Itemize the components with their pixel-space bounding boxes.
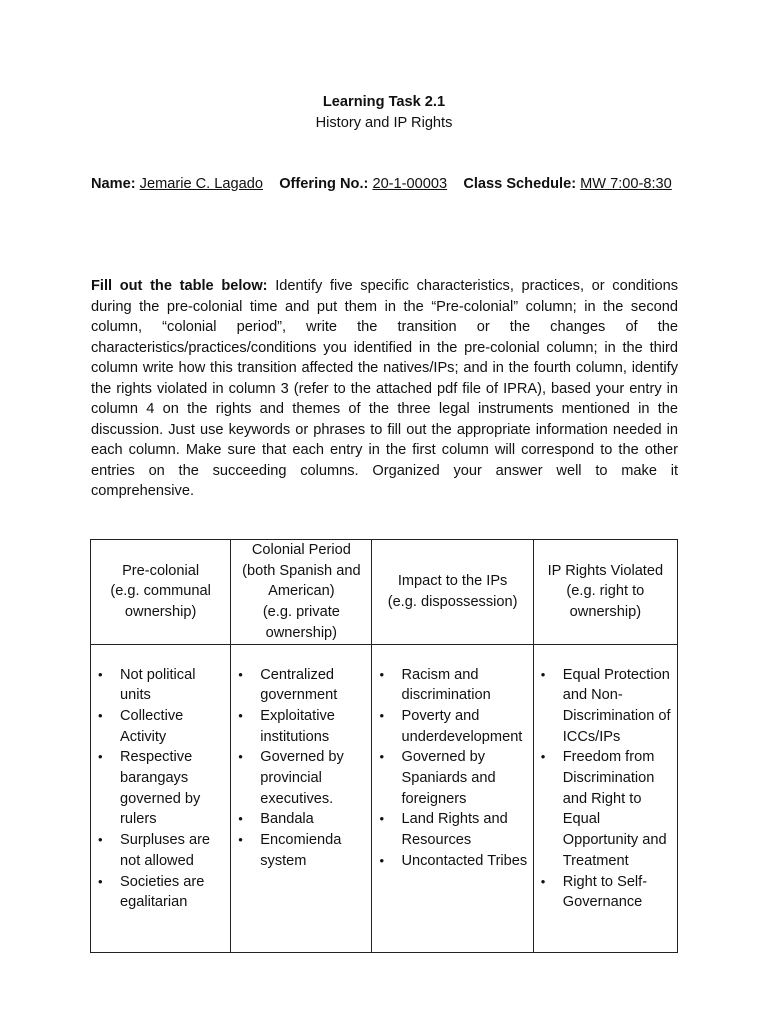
list-item: • Surpluses are not allowed — [120, 830, 226, 871]
precolonial-list — [91, 665, 230, 913]
header-precolonial — [91, 540, 231, 645]
impact-list — [372, 665, 532, 872]
list-item: • Societies are egalitarian — [120, 872, 226, 913]
document-subtitle: History and IP Rights — [315, 114, 453, 131]
list-item: • Right to Self-Governance — [563, 872, 673, 913]
title-block — [0, 92, 768, 133]
colonial-list — [231, 665, 371, 872]
list-item: • Respective barangays governed by rulers — [120, 747, 226, 830]
header-title: Impact to the IPs — [397, 573, 508, 590]
offering-value: 20-1-00003 — [372, 176, 448, 192]
list-item: • Equal Protection and Non-Discrimination of ICCs/IPs — [563, 665, 673, 748]
list-item: • Freedom from Discrimination and Right to Equal Opportunity and Treatment — [563, 747, 673, 871]
header-title: Pre-colonial — [122, 562, 200, 579]
header-example: (e.g. private ownership) — [262, 604, 340, 641]
instructions-body: Identify five specific characteristics, practices, or conditions during the pre-colonial time and put them in the “Pre-colonial” column; in the second column, “colonial period”, write the transition or the changes of the characteristics/practices/conditions you identified in the pre-colonial column; in the third column write how this transition affected the natives/IPs; and in the fourth column, identify the rights violated in column 3 (refer to the attached pdf file of IPRA), based your entry in column 4 on the rights and themes of the three legal instruments mentioned in the discussion. Just use keywords or phrases to fill out the appropriate information needed in each column. Make sure that each entry in the first column will correspond to the other entries on the succeeding columns. Organized your answer well to make it comprehensive. — [91, 278, 678, 499]
list-item: • Collective Activity — [120, 706, 226, 747]
instructions-lead: Fill out the table below: — [91, 278, 268, 294]
header-rights-violated — [533, 540, 677, 645]
header-example: (e.g. right to ownership) — [566, 583, 645, 621]
list-item: • Encomienda system — [260, 830, 367, 871]
list-item: • Exploitative institutions — [260, 706, 367, 747]
list-item: • Bandala — [260, 809, 367, 830]
schedule-value: MW 7:00-8:30 — [580, 176, 672, 192]
list-item: • Centralized government — [260, 665, 367, 706]
student-info — [91, 174, 679, 195]
header-example: (e.g. dispossession) — [387, 593, 518, 610]
list-item: • Governed by Spaniards and foreigners — [401, 747, 528, 809]
list-item: • Land Rights and Resources — [401, 809, 528, 850]
instructions-paragraph — [91, 276, 678, 502]
table-header-row — [91, 540, 678, 645]
list-item: • Poverty and underdevelopment — [401, 706, 528, 747]
list-item: • Racism and discrimination — [401, 665, 528, 706]
table-body-row — [91, 644, 678, 952]
header-title: Colonial Period (both Spanish and American) — [242, 542, 361, 600]
list-item: • Governed by provincial executives. — [260, 747, 367, 809]
schedule-label: Class Schedule: — [463, 176, 577, 192]
header-colonial-period — [231, 540, 372, 645]
rights-list — [534, 665, 677, 913]
impact-cell — [372, 644, 533, 952]
header-impact — [372, 540, 533, 645]
name-label: Name: — [91, 176, 136, 192]
history-rights-table — [90, 539, 678, 953]
name-value: Jemarie C. Lagado — [139, 176, 263, 192]
offering-label: Offering No.: — [279, 176, 369, 192]
list-item: • Not political units — [120, 665, 226, 706]
list-item: • Uncontacted Tribes — [401, 851, 528, 872]
rights-cell — [533, 644, 677, 952]
colonial-cell — [231, 644, 372, 952]
header-example: (e.g. communal ownership) — [110, 583, 211, 621]
document-title: Learning Task 2.1 — [322, 94, 446, 110]
precolonial-cell — [91, 644, 231, 952]
header-title: IP Rights Violated — [547, 562, 664, 579]
